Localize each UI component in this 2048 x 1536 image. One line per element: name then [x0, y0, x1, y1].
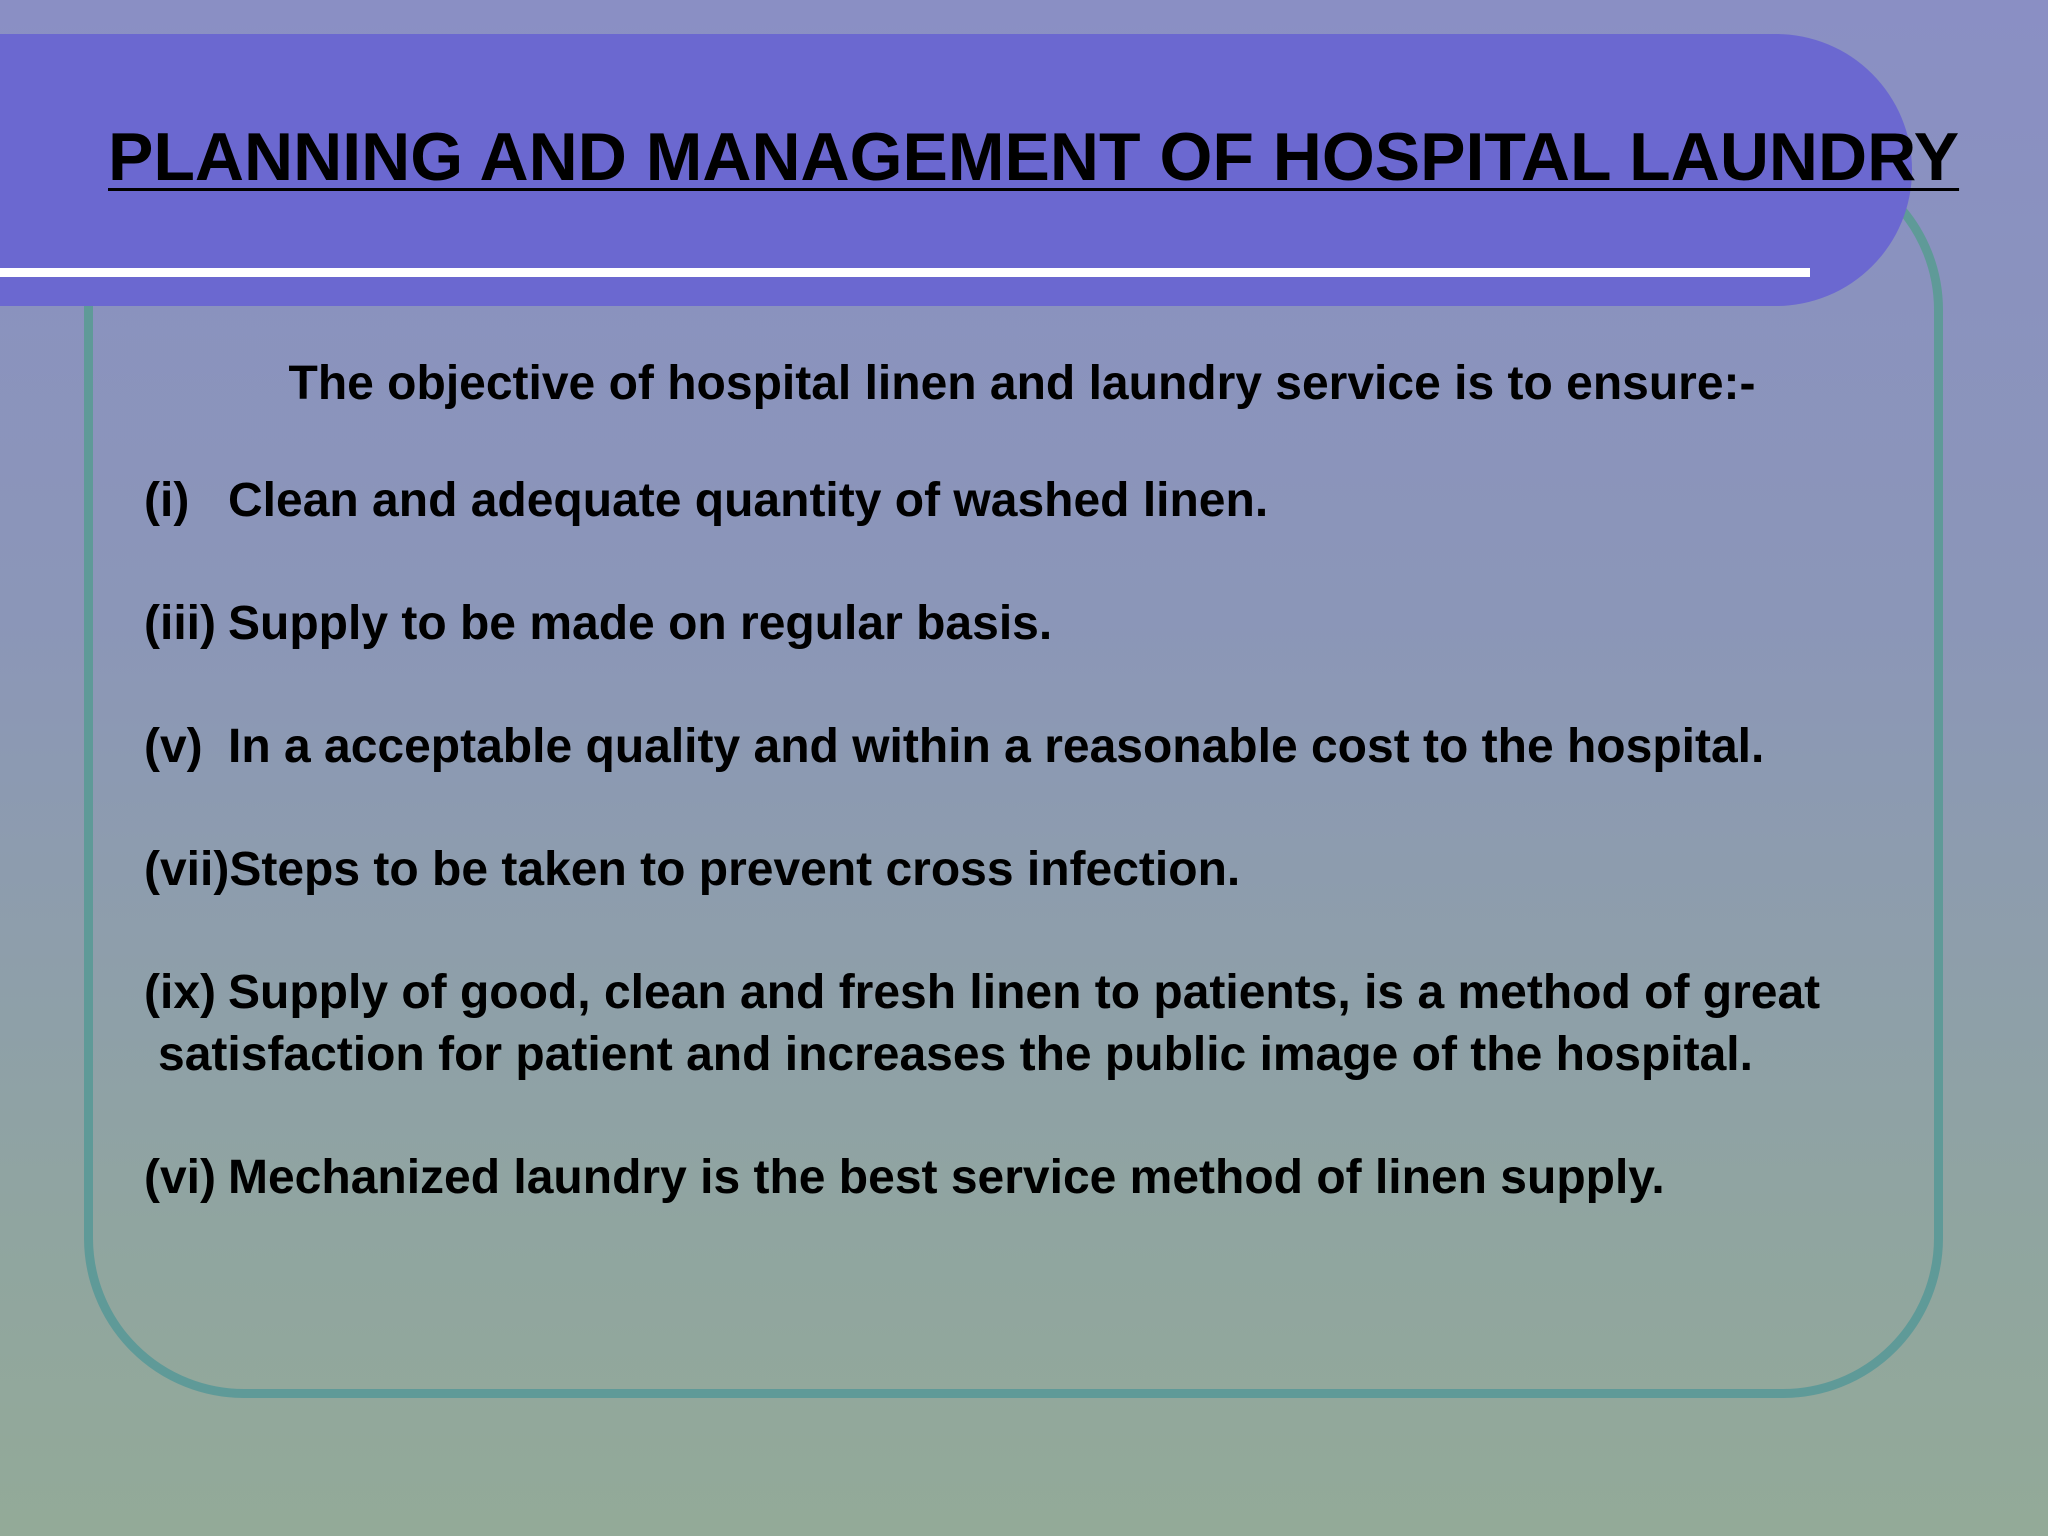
item-number: (vii) — [144, 843, 230, 896]
list-item — [144, 1147, 1665, 1209]
item-number: (ix) — [144, 966, 216, 1019]
item-text: Mechanized laundry is the best service method of linen supply. — [228, 1151, 1665, 1204]
item-text-continuation: satisfaction for patient and increases the public image of the hospital. — [158, 1028, 1753, 1081]
item-text: Clean and adequate quantity of washed linen. — [228, 474, 1269, 527]
title-rule — [0, 268, 1810, 277]
item-text: Steps to be taken to prevent cross infection. — [229, 843, 1241, 896]
list-item — [144, 839, 1240, 901]
list-item — [144, 470, 1268, 532]
slide-title: PLANNING AND MANAGEMENT OF HOSPITAL LAUNDRY — [108, 119, 1960, 195]
intro-text — [0, 356, 2048, 411]
item-number: (i) — [144, 474, 190, 527]
item-text: Supply to be made on regular basis. — [228, 597, 1053, 650]
item-number: (iii) — [144, 597, 216, 650]
item-text: In a acceptable quality and within a reasonable cost to the hospital. — [228, 720, 1765, 773]
intro-text-span: The objective of hospital linen and laundry service is to ensure:- — [288, 357, 1756, 410]
item-text: Supply of good, clean and fresh linen to patients, is a method of great — [228, 966, 1821, 1019]
item-number: (v) — [144, 720, 203, 773]
list-item — [144, 962, 1820, 1086]
list-item — [144, 593, 1052, 655]
item-number: (vi) — [144, 1151, 216, 1204]
list-item — [144, 716, 1764, 778]
